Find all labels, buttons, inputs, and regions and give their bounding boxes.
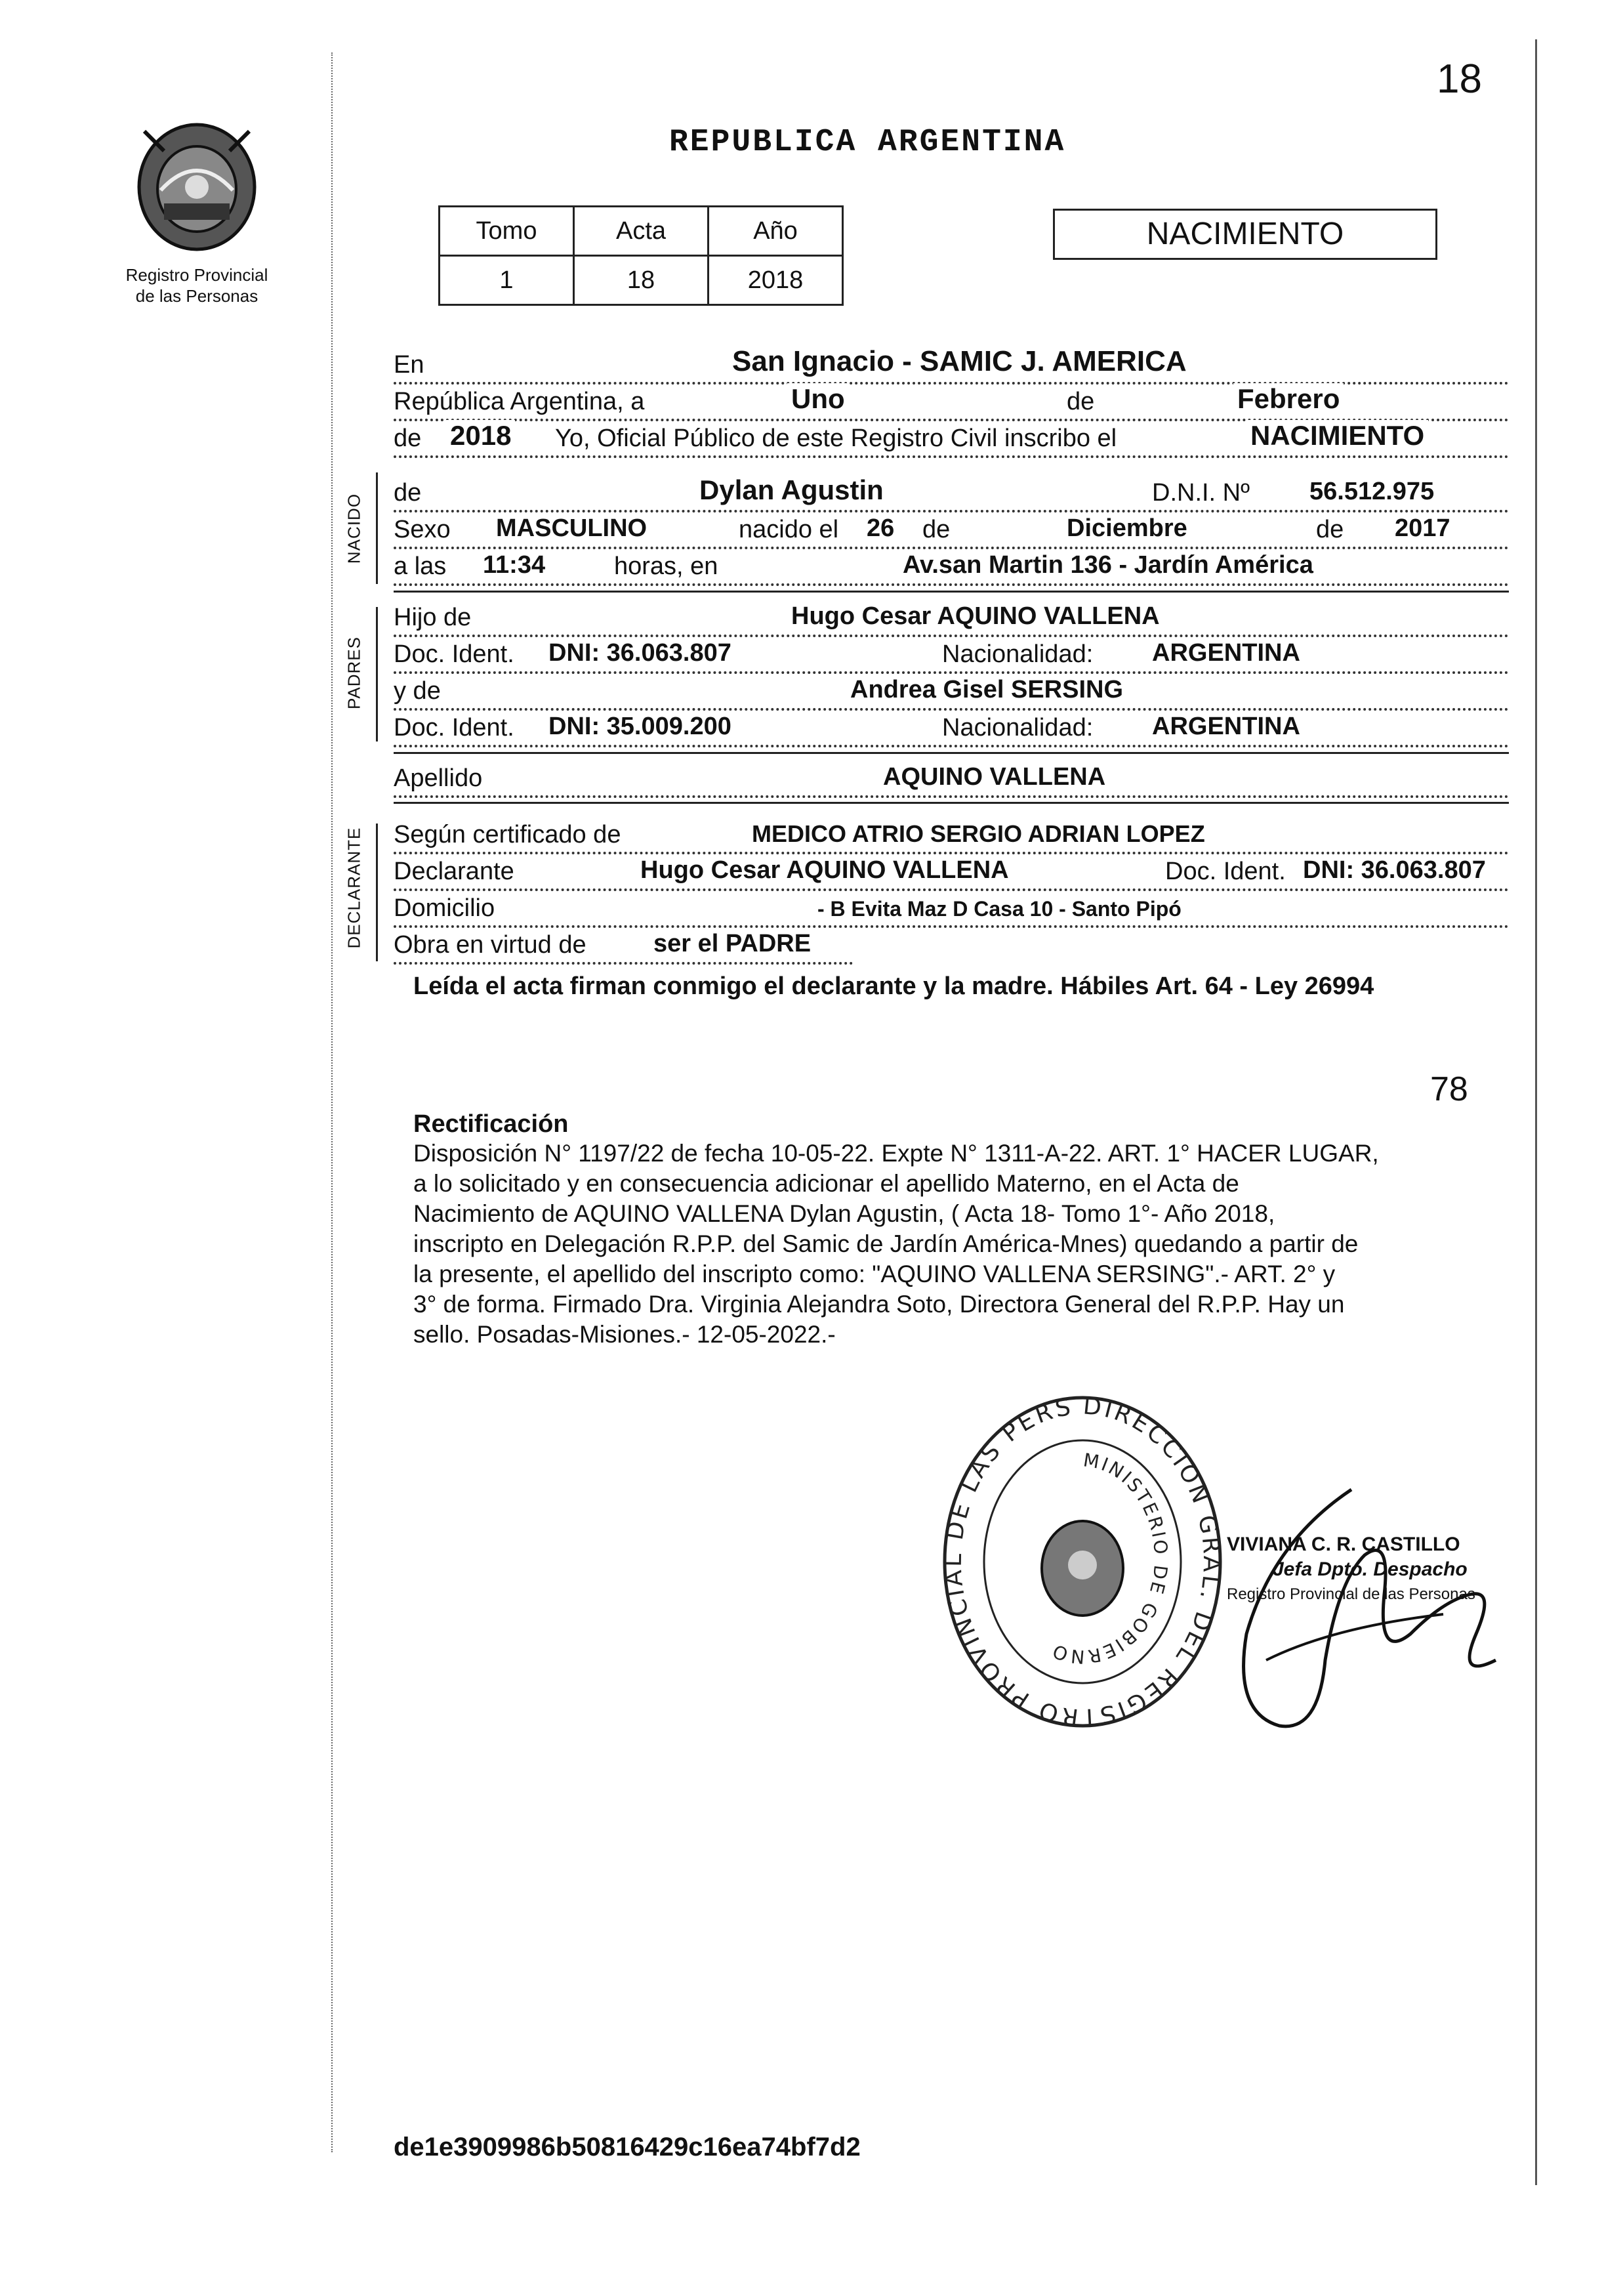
value-padre-nac: ARGENTINA <box>1148 639 1304 667</box>
value-padre: Hugo Cesar AQUINO VALLENA <box>787 602 1164 631</box>
registry-line-2: de las Personas <box>135 286 258 306</box>
label-doc-madre: Doc. Ident. <box>394 714 518 742</box>
rectificacion-line: sello. Posadas-Misiones.- 12-05-2022.- <box>413 1321 836 1348</box>
nacido-bar <box>376 472 378 584</box>
left-margin-line <box>331 52 333 2152</box>
seal-outer-text: DIRECCION GRAL. DEL REGISTRO PROVINCIAL DE LAS PERS <box>939 1392 1225 1731</box>
label-sexo: Sexo <box>394 516 455 544</box>
value-madre-nac: ARGENTINA <box>1148 713 1304 741</box>
label-obra: Obra en virtud de <box>394 931 590 959</box>
signatory-stamp <box>1227 1532 1475 1607</box>
province-seal-icon <box>125 112 269 256</box>
divider-nacido <box>394 591 1509 593</box>
table-value-tomo: 1 <box>440 256 574 305</box>
document-hash: de1e3909986b50816429c16ea74bf7d2 <box>394 2133 861 2161</box>
padres-bar <box>376 607 378 741</box>
value-lugar-inscripcion: San Ignacio - SAMIC J. AMERICA <box>728 345 1191 378</box>
label-republica: República Argentina, a <box>394 388 648 416</box>
rectificacion-line: la presente, el apellido del inscripto como: "AQUINO VALLENA SERSING".- ART. 2° y <box>413 1261 1336 1287</box>
act-type-box: NACIMIENTO <box>1053 209 1437 260</box>
line-obra <box>394 921 1509 965</box>
registry-name <box>112 264 282 306</box>
declarante-bar <box>376 824 378 961</box>
label-hijo-de: Hijo de <box>394 604 475 632</box>
line-anio <box>394 415 1509 458</box>
value-nac-anio: 2017 <box>1391 514 1454 543</box>
value-lugar-nacimiento: Av.san Martin 136 - Jardín América <box>899 551 1317 579</box>
signature-scribble-icon <box>1168 1463 1509 1752</box>
label-nacido-el: nacido el <box>735 516 842 544</box>
right-margin-line <box>1535 39 1537 2185</box>
value-declarante-doc: DNI: 36.063.807 <box>1299 856 1490 885</box>
label-nac-padre: Nacionalidad: <box>938 640 1097 669</box>
label-nac-madre: Nacionalidad: <box>938 714 1097 742</box>
rectificacion-line: a lo solicitado y en consecuencia adicionar el apellido Materno, en el Acta de <box>413 1170 1239 1197</box>
value-madre-doc: DNI: 35.009.200 <box>545 713 735 741</box>
value-madre: Andrea Gisel SERSING <box>846 676 1127 704</box>
value-inscribo: NACIMIENTO <box>1246 420 1428 451</box>
section-nacido: NACIDO <box>344 493 364 564</box>
label-y-de: y de <box>394 677 445 705</box>
table-value-acta: 18 <box>574 256 709 305</box>
label-nac-de2: de <box>1312 516 1347 544</box>
province-logo <box>125 112 269 256</box>
table-header-tomo: Tomo <box>440 207 574 256</box>
value-padre-doc: DNI: 36.063.807 <box>545 639 735 667</box>
line-hora <box>394 543 1509 586</box>
label-segun-certificado: Según certificado de <box>394 821 625 849</box>
value-hora: 11:34 <box>479 551 549 579</box>
line-apellido <box>394 755 1509 798</box>
seal-inner-text: MINISTERIO DE GOBIERNO <box>1048 1449 1172 1668</box>
rectificacion-line: inscripto en Delegación R.P.P. del Samic de Jardín América-Mnes) quedando a partir de <box>413 1230 1359 1257</box>
label-doc-padre: Doc. Ident. <box>394 640 518 669</box>
signature <box>1168 1463 1509 1752</box>
value-anio: 2018 <box>446 420 515 451</box>
label-de-nombre: de <box>394 479 425 507</box>
label-domicilio: Domicilio <box>394 894 499 923</box>
rectificacion-line: 3° de forma. Firmado Dra. Virginia Alejandra Soto, Directora General del R.P.P. Hay un <box>413 1291 1345 1318</box>
label-yo-oficial: Yo, Oficial Público de este Registro Civil inscribo el <box>551 425 1121 453</box>
label-a-las: a las <box>394 553 450 581</box>
label-declarante: Declarante <box>394 858 518 886</box>
stamp-name: VIVIANA C. R. CASTILLO <box>1227 1534 1460 1555</box>
label-dni: D.N.I. Nº <box>1148 479 1254 507</box>
label-de-anio: de <box>394 425 425 453</box>
registry-line-1: Registro Provincial <box>125 265 268 285</box>
divider-apellido <box>394 802 1509 804</box>
rectificacion-line: Nacimiento de AQUINO VALLENA Dylan Agustin, ( Acta 18- Tomo 1°- Año 2018, <box>413 1200 1275 1227</box>
label-de-mes: de <box>1063 388 1098 416</box>
section-padres: PADRES <box>344 637 364 709</box>
value-declarante: Hugo Cesar AQUINO VALLENA <box>636 856 1013 885</box>
table-header-anio: Año <box>709 207 843 256</box>
line-madre-doc <box>394 704 1509 747</box>
section-declarante: DECLARANTE <box>344 827 364 949</box>
value-dia: Uno <box>787 383 849 415</box>
label-nac-de: de <box>918 516 954 544</box>
label-en: En <box>394 351 428 379</box>
value-nac-mes: Diciembre <box>1063 514 1191 543</box>
rectificacion-title: Rectificación <box>413 1110 569 1138</box>
value-mes: Febrero <box>1233 383 1344 415</box>
label-apellido: Apellido <box>394 764 486 793</box>
rectificacion-body <box>413 1138 1529 1350</box>
acta-table <box>438 205 844 306</box>
value-domicilio: - B Evita Maz D Casa 10 - Santo Pipó <box>813 897 1185 921</box>
folio-number: 78 <box>1430 1070 1468 1108</box>
country-title: REPUBLICA ARGENTINA <box>669 125 1066 160</box>
label-doc-declarante: Doc. Ident. <box>1161 858 1290 886</box>
page-number: 18 <box>1437 56 1482 102</box>
table-value-anio: 2018 <box>709 256 843 305</box>
value-nac-dia: 26 <box>863 514 898 543</box>
divider-padres <box>394 752 1509 754</box>
label-horas-en: horas, en <box>610 553 722 581</box>
leida-text: Leída el acta firman conmigo el declarante y la madre. Hábiles Art. 64 - Ley 26994 <box>413 972 1374 1000</box>
value-obra: ser el PADRE <box>649 930 815 958</box>
value-certificado: MEDICO ATRIO SERGIO ADRIAN LOPEZ <box>748 820 1209 848</box>
stamp-title: Jefa Dpto. Despacho <box>1273 1558 1468 1580</box>
rectificacion-line: Disposición N° 1197/22 de fecha 10-05-22. Expte N° 1311-A-22. ART. 1° HACER LUGAR, <box>413 1140 1379 1167</box>
value-sexo: MASCULINO <box>492 514 651 543</box>
stamp-office: Registro Provincial de las Personas <box>1227 1585 1475 1603</box>
value-nombre: Dylan Agustin <box>695 474 888 506</box>
value-dni: 56.512.975 <box>1306 478 1438 506</box>
value-apellido: AQUINO VALLENA <box>879 763 1109 791</box>
table-header-acta: Acta <box>574 207 709 256</box>
